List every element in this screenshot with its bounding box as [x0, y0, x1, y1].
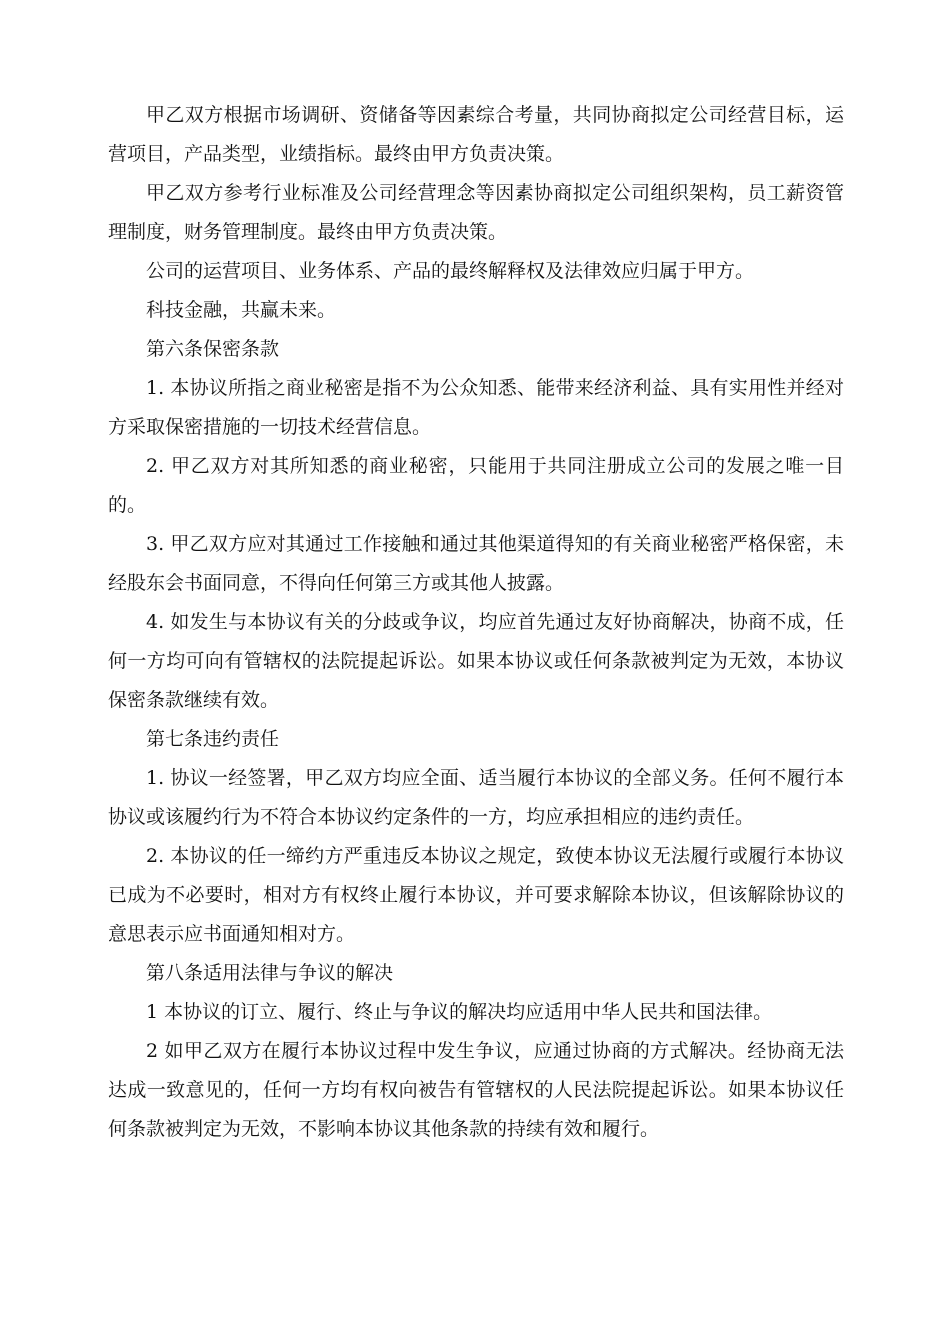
document-body	[108, 96, 844, 1149]
heading-article-7: 第七条违约责任	[146, 728, 280, 750]
paragraph-article-6-item-4: 4. 如发生与本协议有关的分歧或争议，均应首先通过友好协商解决，协商不成，任何一方均可向有管辖权的法院提起诉讼。如果本协议或任何条款被判定为无效，本协议保密条款继续有效。	[108, 611, 844, 711]
paragraph-article-7-item-1: 1. 协议一经签署，甲乙双方均应全面、适当履行本协议的全部义务。任何不履行本协议或该履约行为不符合本协议约定条件的一方，均应承担相应的违约责任。	[108, 767, 844, 828]
paragraph-article-8-item-2: 2 如甲乙双方在履行本协议过程中发生争议，应通过协商的方式解决。经协商无法达成一致意见的，任何一方均有权向被告有管辖权的人民法院提起诉讼。如果本协议任何条款被判定为无效，不影响本协议其他条款的持续有效和履行。	[108, 1040, 844, 1140]
paragraph-article-6-item-2: 2. 甲乙双方对其所知悉的商业秘密，只能用于共同注册成立公司的发展之唯一目的。	[108, 455, 844, 516]
paragraph-org-structure: 甲乙双方参考行业标准及公司经营理念等因素协商拟定公司组织架构，员工薪资管理制度，财务管理制度。最终由甲方负责决策。	[108, 182, 844, 243]
paragraph-business-goals: 甲乙双方根据市场调研、资储备等因素综合考量，共同协商拟定公司经营目标，运营项目，产品类型，业绩指标。最终由甲方负责决策。	[108, 104, 844, 165]
paragraph-slogan: 科技金融，共赢未来。	[146, 299, 337, 321]
paragraph-interpretation-rights: 公司的运营项目、业务体系、产品的最终解释权及法律效应归属于甲方。	[146, 260, 755, 282]
paragraph-article-7-item-2: 2. 本协议的任一缔约方严重违反本协议之规定，致使本协议无法履行或履行本协议已成为不必要时，相对方有权终止履行本协议，并可要求解除本协议，但该解除协议的意思表示应书面通知相对方。	[108, 845, 844, 945]
heading-article-6: 第六条保密条款	[146, 338, 280, 360]
paragraph-article-6-item-3: 3. 甲乙双方应对其通过工作接触和通过其他渠道得知的有关商业秘密严格保密，未经股东会书面同意，不得向任何第三方或其他人披露。	[108, 533, 844, 594]
heading-article-8: 第八条适用法律与争议的解决	[146, 962, 394, 984]
paragraph-article-8-item-1: 1 本协议的订立、履行、终止与争议的解决均应适用中华人民共和国法律。	[146, 1001, 773, 1023]
paragraph-article-6-item-1: 1. 本协议所指之商业秘密是指不为公众知悉、能带来经济利益、具有实用性并经对方采取保密措施的一切技术经营信息。	[108, 377, 844, 438]
